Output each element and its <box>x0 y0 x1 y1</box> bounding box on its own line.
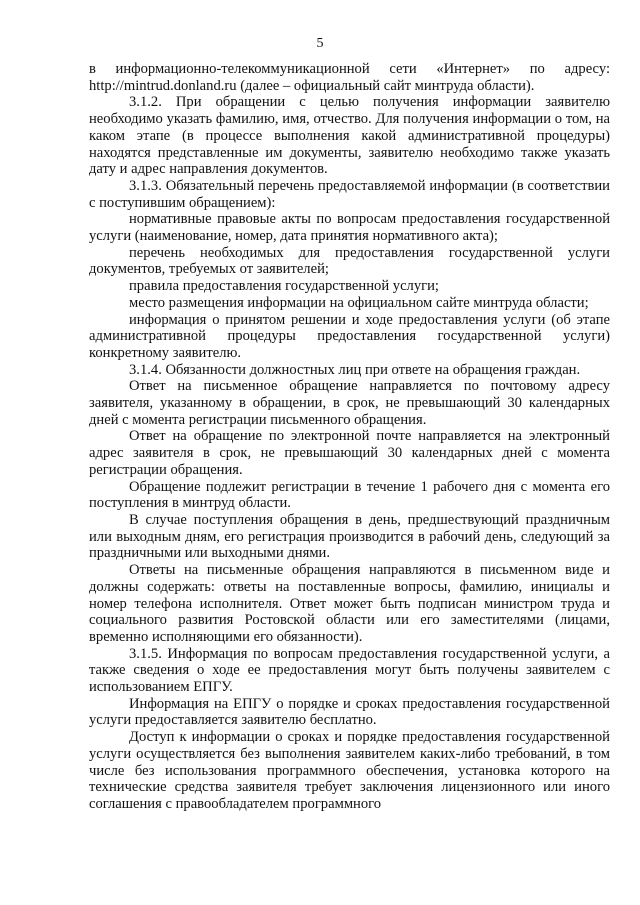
paragraph: информация о принятом решении и ходе предоставления услуги (об этапе административной процедуры предоставления государственной услуги) конкретному заявителю. <box>89 311 610 361</box>
paragraph: 3.1.3. Обязательный перечень предоставляемой информации (в соответствии с поступившим обращением): <box>89 177 610 211</box>
paragraph: место размещения информации на официальном сайте минтруда области; <box>129 294 589 311</box>
paragraph: Ответ на обращение по электронной почте направляется на электронный адрес заявителя в срок, не превышающий 30 календарных дней с момента регистрации обращения. <box>89 428 610 478</box>
paragraph: Доступ к информации о сроках и порядке предоставления государственной услуги осуществляется без выполнения заявителем каких-либо требований, в том числе без использования программного обеспечения, установка которого на технические средства заявителя требует заключения лицензионного или иного соглашения с правообладателем программного <box>89 729 610 812</box>
document-body <box>89 61 610 813</box>
paragraph: Информация на ЕПГУ о порядке и сроках предоставления государственной услуги предоставляется заявителю бесплатно. <box>89 695 610 729</box>
paragraph: 3.1.2. При обращении с целью получения информации заявителю необходимо указать фамилию, имя, отчество. Для получения информации о том, на каком этапе (в процессе выполнения какой административной процедуры) находятся представленные им документы, заявителю необходимо также указать дату и адрес направления документов. <box>89 94 610 178</box>
paragraph: 3.1.5. Информация по вопросам предоставления государственной услуги, а также сведения о ходе ее предоставления могут быть получены заявителем с использованием ЕПГУ. <box>89 645 610 696</box>
paragraph: Ответы на письменные обращения направляются в письменном виде и должны содержать: ответы на поставленные вопросы, фамилию, инициалы и номер телефона исполнителя. Ответ может быть подписан министром труда и социального развития Ростовской области или его заместителями (лицами, временно исполняющими его обязанности). <box>89 562 610 645</box>
paragraph: правила предоставления государственной услуги; <box>129 278 439 295</box>
paragraph: Ответ на письменное обращение направляется по почтовому адресу заявителя, указанному в обращении, в срок, не превышающий 30 календарных дней с момента регистрации письменного обращения. <box>89 378 610 428</box>
paragraph: в информационно-телекоммуникационной сети «Интернет» по адресу: http://mintrud.donland.ru (далее – официальный сайт минтруда области). <box>89 61 610 94</box>
paragraph: перечень необходимых для предоставления государственной услуги документов, требуемых от заявителей; <box>89 244 610 278</box>
paragraph: В случае поступления обращения в день, предшествующий праздничным или выходным дням, его регистрация производится в рабочий день, следующий за праздничными или выходными днями. <box>89 511 610 562</box>
paragraph: 3.1.4. Обязанности должностных лиц при ответе на обращения граждан. <box>129 361 581 378</box>
paragraph: Обращение подлежит регистрации в течение 1 рабочего дня с момента его поступления в минтруд области. <box>89 478 610 512</box>
page-number: 5 <box>316 36 324 51</box>
paragraph: нормативные правовые акты по вопросам предоставления государственной услуги (наименование, номер, дата принятия нормативного акта); <box>89 211 610 245</box>
